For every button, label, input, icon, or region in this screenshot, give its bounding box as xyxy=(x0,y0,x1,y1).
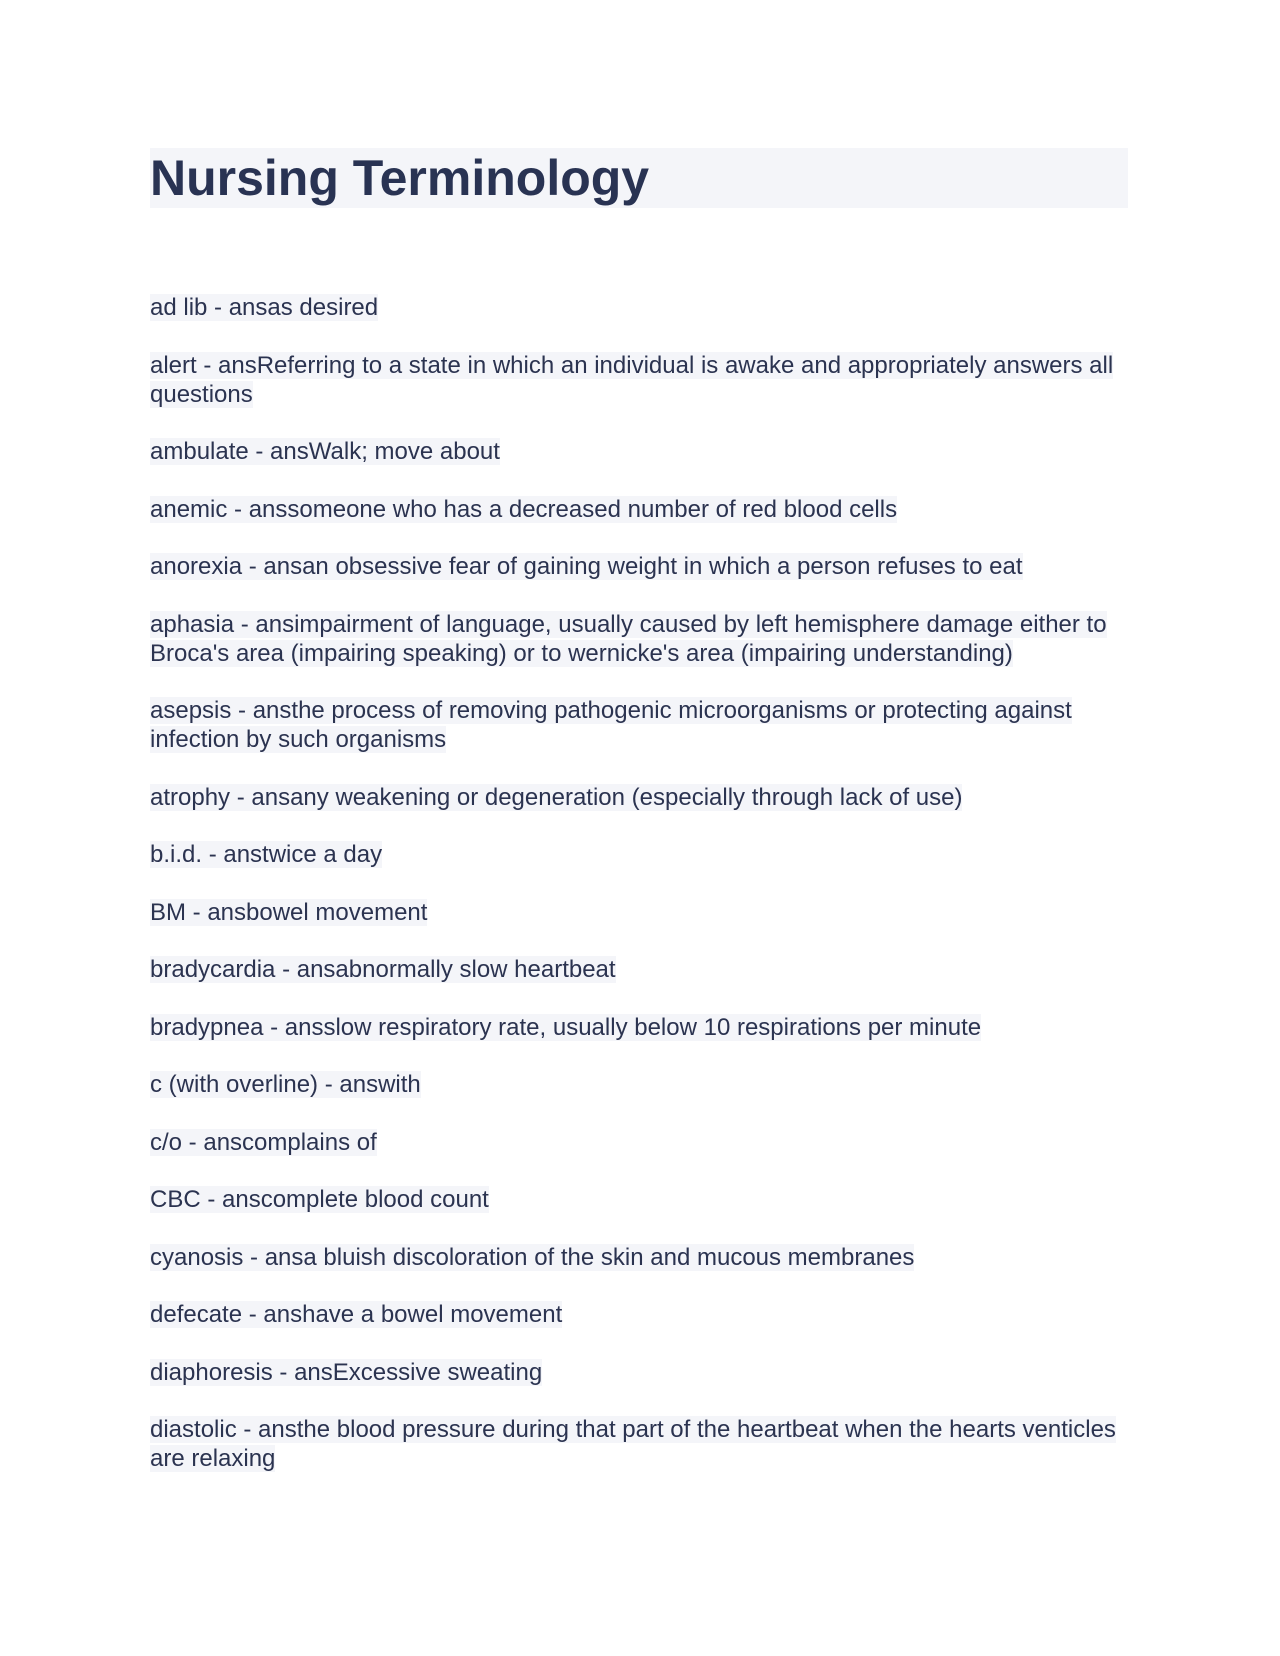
term-text: anorexia - ansan obsessive fear of gaining weight in which a person refuses to eat xyxy=(150,553,1023,580)
term-entry xyxy=(150,610,1128,668)
term-text: aphasia - ansimpairment of language, usually caused by left hemisphere damage either to Broca's area (impairing speaking) or to wernicke's area (impairing understanding) xyxy=(150,610,1107,667)
term-text: cyanosis - ansa bluish discoloration of the skin and mucous membranes xyxy=(150,1243,915,1271)
term-entry xyxy=(150,1185,1128,1214)
term-entry xyxy=(150,696,1128,754)
term-text: diastolic - ansthe blood pressure during that part of the heartbeat when the hearts venticles are relaxing xyxy=(150,1416,1116,1472)
term-text: BM - ansbowel movement xyxy=(150,898,428,926)
term-entry xyxy=(150,293,1128,322)
term-text: asepsis - ansthe process of removing pathogenic microorganisms or protecting against infection by such organisms xyxy=(150,697,1072,753)
term-entry xyxy=(150,1243,1128,1272)
term-text: ad lib - ansas desired xyxy=(150,294,379,321)
term-text: ambulate - ansWalk; move about xyxy=(150,438,500,465)
term-entry xyxy=(150,1415,1128,1473)
term-text: CBC - anscomplete blood count xyxy=(150,1186,489,1213)
term-text: bradycardia - ansabnormally slow heartbeat xyxy=(150,956,616,983)
term-text: c/o - anscomplains of xyxy=(150,1128,377,1156)
term-text: anemic - anssomeone who has a decreased number of red blood cells xyxy=(150,495,898,523)
term-entry xyxy=(150,1358,1128,1387)
term-entry xyxy=(150,1013,1128,1042)
term-list xyxy=(150,293,1128,1473)
term-text: defecate - anshave a bowel movement xyxy=(150,1301,563,1328)
term-text: diaphoresis - ansExcessive sweating xyxy=(150,1358,543,1386)
page-title: Nursing Terminology xyxy=(150,150,650,206)
term-text: b.i.d. - anstwice a day xyxy=(150,841,383,868)
document-page xyxy=(150,148,1128,1502)
term-entry xyxy=(150,840,1128,869)
term-text: bradypnea - ansslow respiratory rate, usually below 10 respirations per minute xyxy=(150,1013,982,1041)
term-entry xyxy=(150,1300,1128,1329)
term-entry xyxy=(150,898,1128,927)
term-text: c (with overline) - answith xyxy=(150,1071,421,1098)
term-entry xyxy=(150,552,1128,581)
term-entry xyxy=(150,495,1128,524)
title-block xyxy=(150,148,1128,208)
term-entry xyxy=(150,437,1128,466)
term-text: atrophy - ansany weakening or degeneration (especially through lack of use) xyxy=(150,783,963,811)
term-entry xyxy=(150,1128,1128,1157)
term-entry xyxy=(150,351,1128,409)
term-entry xyxy=(150,955,1128,984)
term-entry xyxy=(150,1070,1128,1099)
term-text: alert - ansReferring to a state in which an individual is awake and appropriately answers all questions xyxy=(150,351,1114,408)
term-entry xyxy=(150,783,1128,812)
